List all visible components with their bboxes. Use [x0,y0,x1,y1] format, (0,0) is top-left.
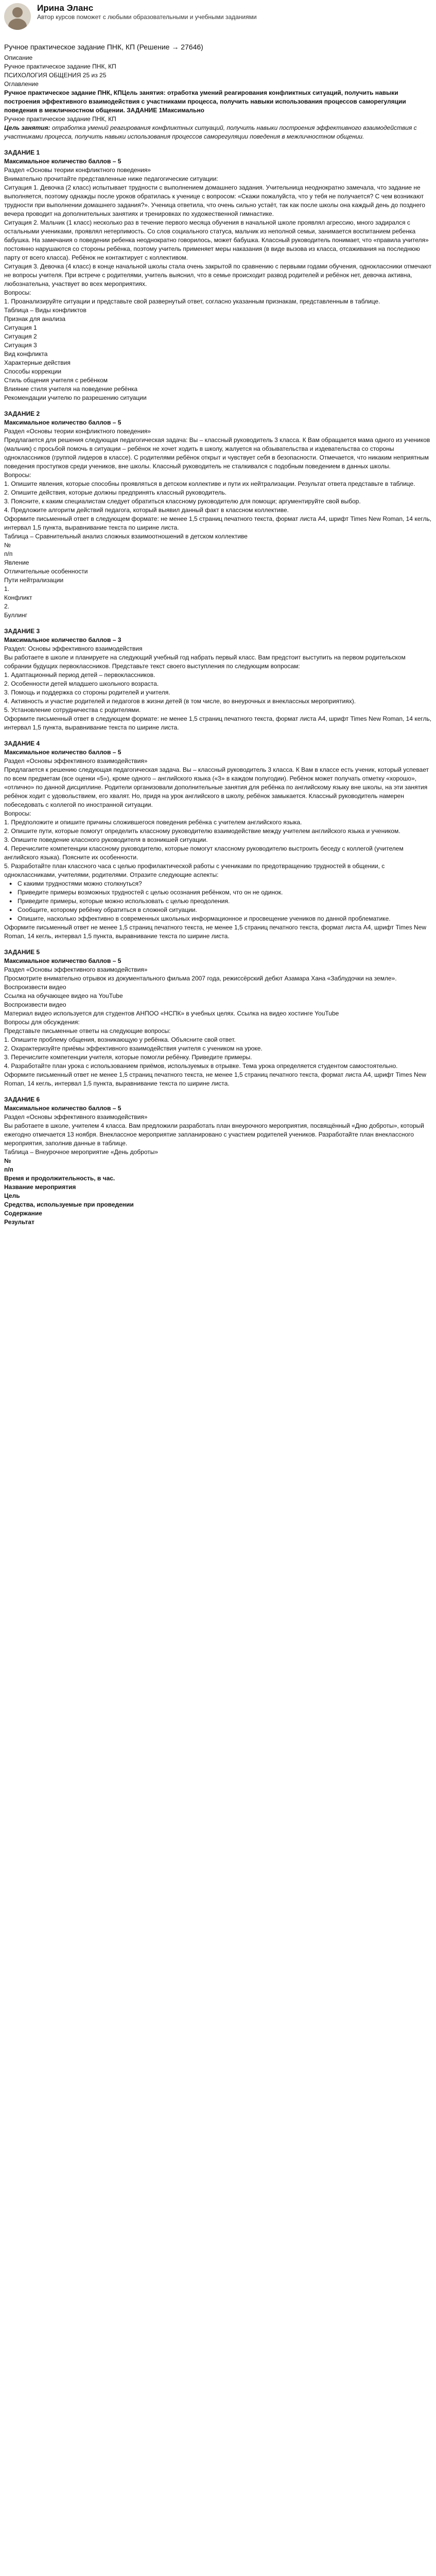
author-block [4,0,432,41]
author-name[interactable]: Ирина Эланс [37,3,94,13]
task-heading: ЗАДАНИЕ 6 [4,1096,40,1103]
question-item: 4. Перечислите компетенции классному руководителю, которые помогут классному руководителю выстроить беседу с коллегой (учителем английского языка). Поясните их особенности. [4,845,404,861]
table-cell: Стиль общения учителя с ребёнком [4,377,108,384]
table-cell: Средства, используемые при проведении [4,1201,134,1208]
task-score: Максимальное количество баллов – 3 [4,636,121,643]
table-cell: п/п [4,550,13,557]
table-caption: Таблица – Внеурочное мероприятие «День доброты» [4,1148,159,1156]
description-line: Ручное практическое задание ПНК, КП [4,63,116,70]
author-avatar[interactable] [4,3,31,30]
task-section-title: Раздел «Основы эффективного взаимодействия» [4,966,148,973]
table-cell: Пути нейтрализации [4,577,64,584]
table-cell: Цель [4,1192,20,1199]
table-caption: Таблица – Виды конфликтов [4,307,86,314]
task-score: Максимальное количество баллов – 5 [4,419,121,426]
question-item: 1. Предположите и опишите причины сложившегося поведения ребёнка с учителем английского языка. [4,819,302,826]
questions-label: Вопросы для обсуждения: [4,1019,80,1026]
bullet-item: ● С какими трудностями можно столкнуться? [4,879,432,888]
format-note: Оформите письменный ответ не менее 1,5 страниц печатного текста, не менее 1,5 страниц печатного текста, формат листа А4, шрифт Times New Roman, 14 кегль, интервал 1,5 пункта, выравнивание текста по ширине листа. [4,1071,427,1087]
goal-paragraph [4,124,432,141]
task-section [4,739,432,941]
question-item: 2. Опишите пути, которые помогут определить классному руководителю взаимодействие между учителем английского языка и учеником. [4,827,400,835]
format-note: Оформите письменный ответ не менее 1,5 страниц печатного текста, не менее 1,5 страниц печатного текста, формат листа А4, шрифт Times New Roman, 14 кегль, интервал 1,5 пункта, выравнивание текста по ширине листа. [4,924,427,940]
bullet-item: ● Приведите примеры возможных трудностей с целью осознания ребёнком, что он не одинок. [4,888,432,897]
question-item: 1. Проанализируйте ситуации и представьте свой развернутый ответ, согласно указанным признакам, представленным в таблице. [4,298,380,305]
description-label: Описание [4,54,33,61]
task-heading: ЗАДАНИЕ 5 [4,948,40,956]
task-paragraph: Просмотрите внимательно отрывок из документального фильма 2007 года, режиссёрский дебют Азамара Хана «Заблудочки на земле». [4,975,397,982]
bullet-item: ● Сообщите, которому ребёнку обратиться в сложной ситуации. [4,906,432,914]
document-page [0,0,436,1235]
table-cell: Время и продолжительность, в час. [4,1175,115,1182]
table-cell: Признак для анализа [4,315,66,323]
repeat-title: Ручное практическое задание ПНК, КП [4,115,116,123]
document-title: Ручное практическое задание ПНК, КП (Решение → 27646) [4,43,203,51]
task-paragraph: Предлагается к решению следующая педагогическая задача. Вы – классный руководитель 3 класса. К Вам в классе есть ученик, который успевает по всем предметам (все оценки «5»), кроме одного – английского языка («3» в каждом полугодии). Ребёнок может получать отметку «хорошо», «отлично» по данной дисциплине. Родители организовали дополнительные занятия для ребёнка по английскому языку вне школы, на эти занятия ребёнок ходит с удовольствием, его хвалят. Но, придя на урок английского в школу, ребёнок замыкается. Классный руководитель намерен побеседовать с коллегой по иностранной ситуации. [4,766,429,808]
task-score: Максимальное количество баллов – 5 [4,749,121,756]
task-score: Максимальное количество баллов – 5 [4,1105,121,1112]
task-section [4,148,432,402]
task-section [4,410,432,620]
task-paragraph: Вы работаете в школе и планируете на следующий учебный год набрать первый класс. Вам предстоит выступить на первом родительском собрании будущих первоклассников. Представьте текст своего выступления по следующим вопросам: [4,654,406,670]
lead-summary: Ручное практическое задание ПНК, КПЦель занятия: отработка умений реагирования конфликтных ситуаций, получить навыки построения эффективного взаимодействия с участниками процесса, получить навыки использования процессов саморегуляции поведения в межличностном общении. ЗАДАНИЕ 1Максимально [4,89,406,114]
task-section-title: Раздел «Основы теории конфликтного поведения» [4,428,151,435]
bullet-item: ● Приведите примеры, которые можно использовать с целью преодоления. [4,897,432,906]
task-paragraph: Ситуация 3. Девочка (4 класс) в конце начальной школы стала очень закрытой по сравнению с первыми годами обучения, одноклассники отмечают не вопросы учителя. При встрече с родителями, учитель выяснил, что в семье происходит развод родителей и ребёнок нет, девочка активна, любознательна, участвует во всех мероприятиях. [4,263,432,287]
task-section-title: Раздел «Основы эффективного взаимодействия» [4,757,148,765]
task-heading: ЗАДАНИЕ 4 [4,740,40,747]
questions-label: Вопросы: [4,810,31,817]
question-item: 5. Установление сотрудничества с родителями. [4,706,141,714]
task-paragraph: Материал видео используется для студентов АНПОО «НСПК» в учебных целях. Ссылка на видео хостинге YouTube [4,1010,339,1017]
task-score: Максимальное количество баллов – 5 [4,158,121,165]
table-cell: Ситуация 1 [4,324,37,331]
format-note: Оформите письменный ответ в следующем формате: не менее 1,5 страниц печатного текста, формат листа А4, шрифт Times New Roman, 14 кегль, интервал 1,5 пункта, выравнивание текста по ширине листа. [4,715,432,731]
task-paragraph: Ситуация 2. Мальчик (1 класс) несколько раз в течение первого месяца обучения в начальной школе проявлял агрессию, много задирался с остальными учениками, проявлял нетерпимость. Со слов социального статуса, мальчик из неполной семьи, занимается воспитанием ребенка бабушка. На замечания о поведении ребенка неоднократно говорилось, может бабушка. Классный руководитель понимает, что «правила учителя» постоянно нарушаются со стороны ребёнка, поэтому учитель применяет меры наказания (в виде вызова из класса, отсаживания на последнюю парту от всего класса). Ребёнок не контактирует с коллективом. [4,219,429,261]
bullet-item: ● Опишите, насколько эффективно в современных школьных информационное и просвещение учеников по данной проблематике. [4,914,432,923]
question-item: 1. Адаптационный период детей – первоклассников. [4,671,155,679]
question-item: 1. Опишите проблему общения, возникающую у ребёнка. Объясните свой ответ. [4,1036,236,1043]
task-section-title: Раздел «Основы эффективного взаимодействия» [4,1113,148,1121]
task-paragraph: Ситуация 1. Девочка (2 класс) испытывает трудности с выполнением домашнего задания. Учительница неоднократно замечала, что задание не выполняется, поэтому однажды после уроков обратилась к ученице с вопросом: «Скажи пожалуйста, что у тебя не получается? С чем возникают трудности при выполнении домашнего задания?». Ученица ответила, что очень сильно устаёт, так как после школы она каждый день до позднего вечера проводит на дополнительных занятиях и тренировках по художественной гимнастике. [4,184,425,217]
description-line: ПСИХОЛОГИЯ ОБЩЕНИЯ 25 из 25 [4,72,107,79]
contents-label[interactable]: Оглавление [4,80,39,88]
question-item: 4. Активность и участие родителей и педагогов в жизни детей (в том числе, во внеурочных и внеклассных мероприятиях). [4,698,356,705]
task-score: Максимальное количество баллов – 5 [4,957,121,964]
table-caption: Таблица – Сравнительный анализ сложных взаимоотношений в детском коллективе [4,533,248,540]
table-cell: Ситуация 3 [4,342,37,349]
table-cell: Ситуация 2 [4,333,37,340]
questions-label: Вопросы: [4,471,31,479]
table-cell: Результат [4,1218,34,1226]
question-item: 3. Опишите поведение классного руководителя в возникшей ситуации. [4,836,208,843]
task-paragraph: Внимательно прочитайте представленные ниже педагогические ситуации: [4,175,218,182]
question-item: 5. Разработайте план классного часа с целью профилактической работы с учениками по предотвращению трудностей в общении, с одноклассниками, учителями, родителями. Отразите следующие аспекты: [4,862,385,878]
table-cell: Влияние стиля учителя на поведение ребёнка [4,385,138,393]
task-section [4,948,432,1088]
goal-text: отработка умений реагирования конфликтных ситуаций, получить навыки построения эффективного взаимодействия с участниками процесса, получить навыки использования процессов саморегуляции поведения в межличностном общении. [4,124,417,140]
table-cell: Содержание [4,1210,42,1217]
table-cell: № [4,1157,11,1164]
task-paragraph: Ссылка на обучающее видео на YouTube [4,992,123,999]
task-heading: ЗАДАНИЕ 1 [4,149,40,156]
table-cell: Способы коррекции [4,368,62,375]
question-item: 3. Помощь и поддержка со стороны родителей и учителя. [4,689,170,696]
table-cell: Отличительные особенности [4,568,88,575]
tasks-container [4,148,432,1227]
task-paragraph: Воспроизвести видео [4,1001,66,1008]
table-cell: № [4,541,11,549]
task-section [4,1095,432,1227]
task-heading: ЗАДАНИЕ 3 [4,628,40,635]
table-cell: Название мероприятия [4,1183,76,1191]
goal-label: Цель занятия: [4,124,50,131]
question-item: 2. Опишите действия, которые должны предпринять классный руководитель. [4,489,227,496]
table-cell: Буллинг [4,612,28,619]
table-cell: 2. [4,603,10,610]
table-cell: Конфликт [4,594,32,601]
question-item: 3. Перечислите компетенции учителя, которые помогли ребёнку. Приведите примеры. [4,1054,252,1061]
question-item: 4. Разработайте план урока с использованием приёмов, используемых в отрывке. Тема урока определяется студентом самостоятельно. [4,1062,398,1070]
task-section-title: Раздел: Основы эффективного взаимодействия [4,645,143,652]
question-item: 2. Охарактеризуйте приёмы эффективного взаимодействия учителя с учеником на уроке. [4,1045,263,1052]
table-cell: Вид конфликта [4,350,48,358]
table-cell: Явление [4,559,29,566]
table-cell: Характерные действия [4,359,71,366]
questions-label: Вопросы: [4,289,31,296]
format-note: Оформите письменный ответ в следующем формате: не менее 1,5 страниц печатного текста, формат листа А4, шрифт Times New Roman, 14 кегль, интервал 1,5 пункта, выравнивание текста по ширине листа. [4,515,432,531]
task-section [4,627,432,732]
question-item: 1. Опишите явления, которые способны проявляться в детском коллективе и пути их нейтрализации. Результат ответа представьте в таблице. [4,480,415,487]
table-cell: п/п [4,1166,13,1173]
question-item: 4. Предложите алгоритм действий педагога, который выявил данный факт в классном коллективе. [4,506,289,514]
task-section-title: Раздел «Основы теории конфликтного поведения» [4,166,151,174]
task-heading: ЗАДАНИЕ 2 [4,410,40,417]
task-paragraph: Воспроизвести видео [4,984,66,991]
question-item: Представьте письменные ответы на следующие вопросы: [4,1027,171,1035]
question-item: 2. Особенности детей младшего школьного возраста. [4,680,159,687]
table-cell: Рекомендации учителю по разрешению ситуации [4,394,147,401]
question-item: 3. Поясните, к каким специалистам следует обратиться классному руководителю для помощи; аргументируйте свой выбор. [4,498,361,505]
author-description: Автор курсов поможет с любыми образовательными и учебными заданиями [37,13,257,21]
task-paragraph: Предлагается для решения следующая педагогическая задача: Вы – классный руководитель 3 класса. К Вам обращается мама одного из учеников (мальчик) с просьбой помочь в ситуации – ребёнок не хочет ходить в школу, жалуется на обзывательства и издевательства со стороны одноклассников (группой лидеров в классе). С родителями ребёнок открыт и чувствует себя в безопасности. Отмечается, что никаким неприятным поведения проступков среди учеников, вне школы. Классный руководитель не сталкивался с подобным поведением в данных школы. [4,436,430,470]
table-cell: 1. [4,585,10,592]
task-paragraph: Вы работаете в школе, учителем 4 класса. Вам предложили разработать план внеурочного мероприятия, посвящённый «Дню доброты», который ежегодно отмечается 13 ноября. Внеклассное мероприятие запланировано с участием родителей учеников. Разработайте план внеклассного мероприятия, заполнив данные в таблице. [4,1122,424,1147]
